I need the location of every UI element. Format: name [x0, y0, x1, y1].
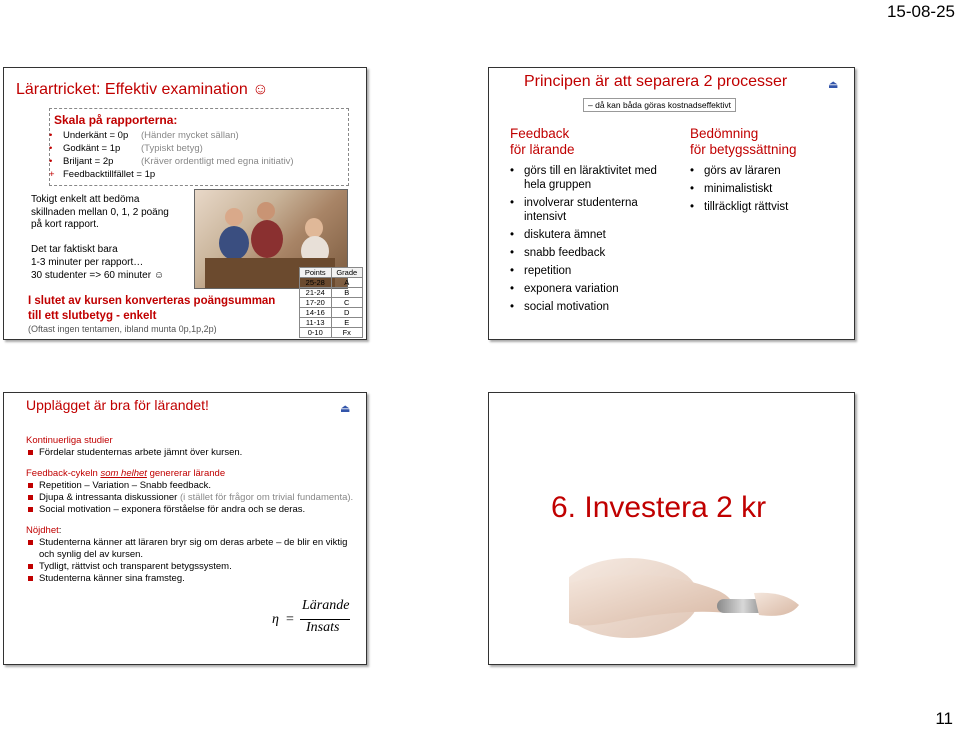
slide-title: Principen är att separera 2 processer	[524, 73, 788, 90]
scale-list	[49, 129, 294, 181]
list-item: Tydligt, rättvist och transparent betygssystem.	[26, 561, 356, 573]
slide-invest	[488, 392, 855, 665]
list-item: • Godkänt = 1p (Typiskt betyg)	[49, 143, 203, 154]
slide-subtitle: – då kan båda göras kostnadseffektivt	[583, 98, 736, 112]
list-item: • exponera variation	[510, 282, 670, 296]
list-item: • social motivation	[510, 300, 670, 314]
table-row: Points Grade	[300, 268, 363, 278]
paragraph-easy: Tokigt enkelt att bedöma skillnaden mellan 0, 1, 2 poäng på kort rapport.	[31, 194, 169, 230]
section-heading: Kontinuerliga studier	[26, 435, 113, 446]
slide-body	[26, 435, 356, 585]
assessment-column	[690, 126, 850, 218]
list-item: Repetition – Variation – Snabb feedback.	[26, 480, 356, 492]
list-item: Studenterna känner att läraren bryr sig om deras arbete – de blir en viktig och synlig del av kursen.	[26, 537, 356, 561]
slide-learning: Upplägget är bra för lärandet! ⏏ Kontinuerliga studier Fördelar studenternas arbete jämnt över kursen. Feedback-cykeln som helhet genererar lärande Repetition – Variation – Snabb feedback. Djupa & intressanta diskussioner (i stället för frågor om trivial fundamenta). Social motivation – exponera förståelse för andra och se deras. Nöjdhet: Studenterna känner att läraren bryr sig om deras arbete – de blir en viktig och synlig del av kursen. Tydligt, rättvist och transparent betygssystem. Studenterna känner sina framsteg. η = Lärande Insats	[3, 392, 367, 665]
column-heading: Bedömning för betygssättning	[690, 126, 797, 157]
slide-principle	[488, 67, 855, 340]
table-row: 14-16 D	[300, 308, 363, 318]
slide-title: Lärartricket: Effektiv examination ☺	[16, 81, 269, 98]
list-item: Djupa & intressanta diskussioner (i stället för frågor om trivial fundamenta).	[26, 492, 356, 504]
list-item: • involverar studenterna intensivt	[510, 196, 670, 224]
list-item: • snabb feedback	[510, 246, 670, 260]
grade-table	[299, 267, 363, 338]
paragraph-conversion: I slutet av kursen konverteras poängsumman till ett slutbetyg - enkelt	[28, 295, 276, 322]
table-row: 0-10 Fx	[300, 328, 363, 338]
list-item: • Briljant = 2p (Kräver ordentligt med egna initiativ)	[49, 156, 294, 167]
list-item: Studenterna känner sina framsteg.	[26, 573, 356, 585]
table-row: 11-13 E	[300, 318, 363, 328]
date-label: 15-08-25	[886, 2, 955, 21]
feedback-column	[510, 126, 670, 318]
eject-icon[interactable]: ⏏	[340, 403, 351, 415]
invest-heading: 6. Investera 2 kr	[551, 491, 767, 524]
slide-examination	[3, 67, 367, 340]
table-row: 21-24 B	[300, 288, 363, 298]
list-item: Fördelar studenternas arbete jämnt över kursen.	[26, 447, 356, 459]
list-item: • görs till en läraktivitet med hela gruppen	[510, 164, 670, 192]
eject-icon[interactable]: ⏏	[828, 79, 839, 91]
section-heading: Feedback-cykeln som helhet genererar lärande	[26, 468, 226, 479]
list-item: • diskutera ämnet	[510, 228, 670, 242]
list-item: • görs av läraren	[690, 164, 850, 178]
column-heading: Feedback för lärande	[510, 126, 575, 157]
table-row: 25-28 A	[300, 278, 363, 288]
scale-heading: Skala på rapporterna:	[54, 113, 178, 127]
list-item: • Underkänt = 0p (Händer mycket sällan)	[49, 130, 239, 141]
slide-title: Upplägget är bra för lärandet!	[26, 397, 209, 413]
list-item: • tillräckligt rättvist	[690, 200, 850, 214]
page-number: 11	[935, 709, 953, 728]
paragraph-time: Det tar faktiskt bara 1-3 minuter per rapport… 30 studenter => 60 minuter ☺	[31, 244, 165, 281]
section-heading: Nöjdhet:	[26, 525, 62, 536]
list-item: • minimalistiskt	[690, 182, 850, 196]
list-item: + Feedbacktillfället = 1p	[49, 169, 156, 180]
coins-in-hand-image	[569, 553, 809, 648]
list-item: Social motivation – exponera förståelse för andra och se deras.	[26, 504, 356, 516]
list-item: • repetition	[510, 264, 670, 278]
paragraph-note: (Oftast ingen tentamen, ibland munta 0p,1p,2p)	[28, 324, 217, 334]
table-row: 17-20 C	[300, 298, 363, 308]
